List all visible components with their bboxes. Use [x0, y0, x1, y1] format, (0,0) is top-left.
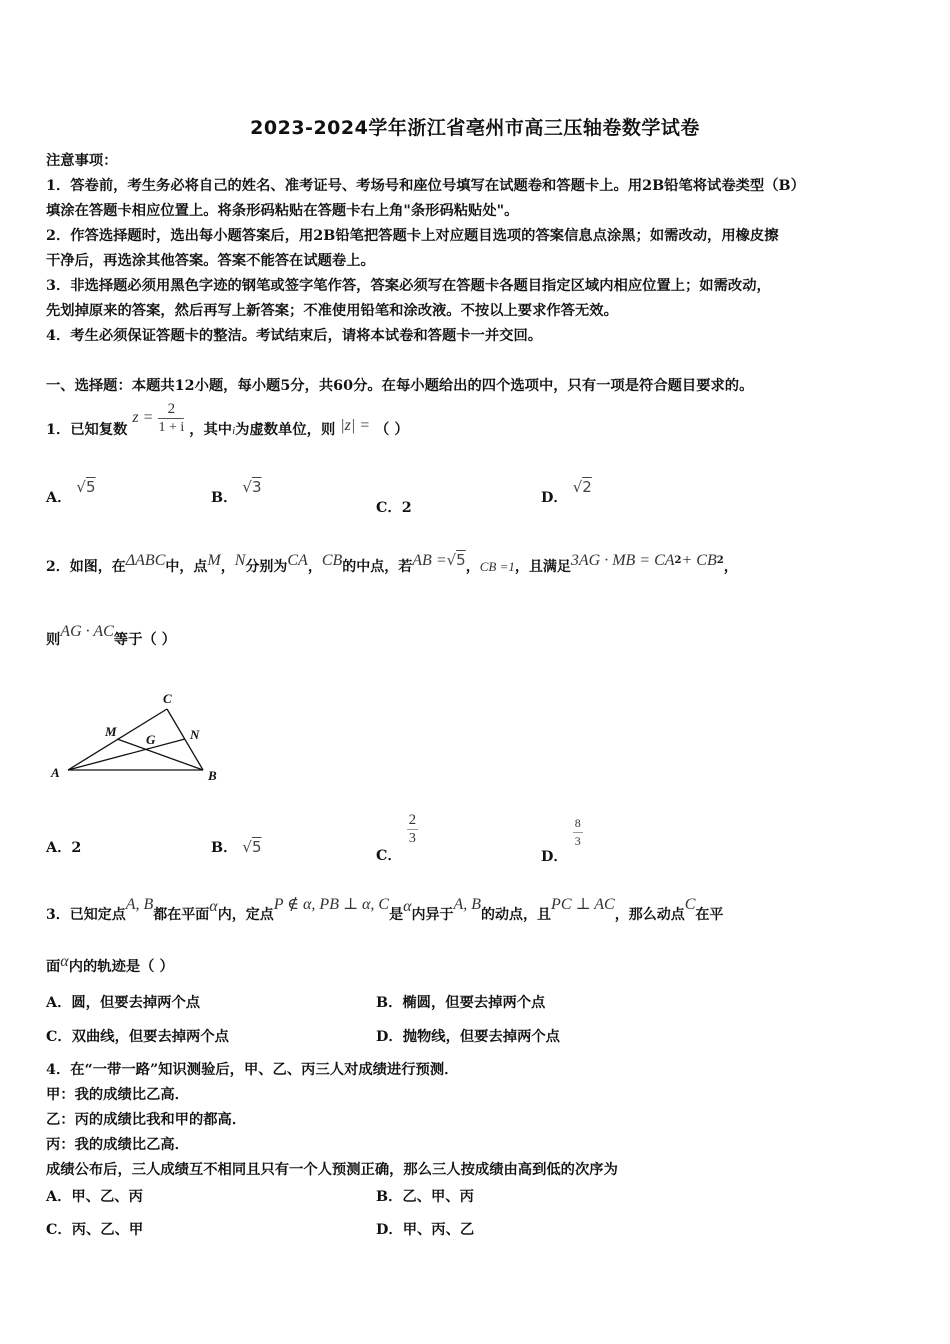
q3-text: 在平: [695, 907, 724, 923]
option-label: C．: [376, 500, 402, 516]
option-label: C．: [376, 847, 402, 864]
q4-option-a: [46, 1186, 143, 1206]
q4-statement: 成绩公布后，三人成绩互不相同且只有一个人预测正确，那么三人按成绩由高到低的次序为: [46, 1162, 618, 1178]
q2-text: 则: [46, 632, 61, 648]
q3-text: 3．已知定点: [46, 907, 126, 923]
q2-math: 3AG · MB = CA: [570, 552, 675, 569]
question-2-line2: [46, 623, 176, 657]
q2-option-c: [376, 812, 418, 864]
question-3: [46, 898, 723, 932]
q1-frac-den: 1 + i: [158, 419, 185, 435]
option-label: A．: [46, 995, 72, 1011]
q3-text: 是: [389, 907, 404, 923]
q3-math: P ∉ α, PB ⊥ α, C: [273, 896, 390, 913]
q3-option-c: [46, 1026, 229, 1046]
q4-option-c: [46, 1219, 143, 1239]
question-4: 4．在“一带一路”知识测验后，甲、乙、丙三人对成绩进行预测．: [46, 1062, 459, 1078]
frac-den: 3: [574, 834, 581, 848]
q4-statement: 乙：丙的成绩比我和甲的都高．: [46, 1112, 247, 1128]
option-label: D．: [376, 1029, 403, 1045]
q3-option-d: [376, 1026, 560, 1046]
q2-text: 2．如图，在: [46, 559, 126, 575]
option-label: A．: [46, 1189, 72, 1205]
radicand: 2: [582, 478, 592, 496]
frac-num: 2: [408, 812, 417, 828]
label-g: G: [146, 732, 156, 747]
q2-superscript: 2: [716, 555, 724, 566]
q3-text: 内，定点: [217, 907, 274, 923]
notice-line: 先划掉原来的答案，然后再写上新答案；不准使用铅笔和涂改液。不按以上要求作答无效。: [46, 303, 618, 319]
option-fraction: [573, 815, 583, 850]
q4-option-d: [376, 1219, 474, 1239]
q2-math: CB: [321, 552, 343, 569]
median-mb: [117, 739, 203, 770]
q3-text: 内异于: [411, 907, 454, 923]
option-text: 圆，但要去掉两个点: [71, 995, 201, 1011]
label-m: M: [105, 724, 117, 739]
q1-option-d: [541, 478, 592, 507]
notice-line: 填涂在答题卡相应位置上。将条形码粘贴在答题卡右上角"条形码粘贴处"。: [46, 203, 519, 219]
label-a: A: [51, 765, 60, 780]
label-b: B: [208, 768, 217, 783]
q2-text: 中，点: [165, 559, 208, 575]
question-2: [46, 549, 738, 586]
option-text: 乙、甲、丙: [402, 1189, 474, 1205]
frac-num: 8: [573, 815, 583, 833]
q3-option-a: [46, 992, 200, 1012]
notice-line: 1．答卷前，考生务必将自己的姓名、准考证号、考场号和座位号填写在试题卷和答题卡上。用2B铅笔将试卷类型（B）: [46, 178, 805, 194]
q3-math: α: [209, 898, 218, 915]
option-text: 甲、乙、丙: [71, 1189, 143, 1205]
notice-line: 2．作答选择题时，选出每小题答案后，用2B铅笔把答题卡上对应题目选项的答案信息点涂黑；如需改动，用橡皮擦: [46, 228, 779, 244]
question-1: [46, 400, 409, 451]
q3-text: 都在平面: [153, 907, 210, 923]
option-text: 2: [401, 500, 412, 516]
q3-math: α: [60, 953, 69, 970]
q1-absz: |z| =: [340, 417, 371, 434]
q1-fraction: [158, 401, 184, 436]
median-an: [68, 739, 185, 770]
q2-text: ，: [220, 559, 235, 575]
option-label: B．: [376, 1189, 403, 1205]
q3-math: α: [403, 898, 412, 915]
question-3-line2: [46, 952, 174, 982]
q2-option-a: [46, 837, 81, 857]
q2-option-b: [211, 837, 261, 857]
sqrt: √5: [76, 478, 96, 496]
q1-option-c: [376, 497, 412, 517]
sqrt: √2: [572, 478, 592, 496]
notice-line: 干净后，再选涂其他答案。答案不能答在试题卷上。: [46, 253, 375, 269]
option-text: 抛物线，但要去掉两个点: [402, 1029, 560, 1045]
q1-mid1: ，其中: [189, 422, 233, 438]
notice-line: 3．非选择题必须用黑色字迹的钢笔或签字笔作答，答案必须写在答题卡各题目指定区域内相应位置上；如需改动，: [46, 278, 771, 294]
q2-text: ，: [465, 559, 480, 575]
q2-text: ，: [307, 559, 322, 575]
radicand: 5: [85, 478, 96, 496]
notice-heading: 注意事项：: [46, 153, 118, 169]
q2-superscript: 2: [674, 555, 682, 566]
triangle-figure: [40, 684, 240, 784]
option-label: B．: [211, 490, 238, 506]
option-label: D．: [541, 848, 568, 865]
q2-math: CA: [287, 552, 308, 569]
q2-math: AG · AC: [60, 623, 114, 640]
q3-math: A, B: [125, 896, 154, 913]
q4-statement: 甲：我的成绩比乙高．: [46, 1087, 189, 1103]
option-label: C．: [46, 1029, 72, 1045]
q2-text: 分别为: [245, 559, 288, 575]
q1-prefix: 1．已知复数: [46, 422, 128, 438]
q3-text: 面: [46, 959, 61, 975]
q2-text: 的中点，若: [342, 559, 413, 575]
q1-z-eq: z =: [132, 409, 154, 426]
q3-math: C: [684, 896, 696, 913]
q2-math: AB =: [412, 552, 447, 569]
option-label: B．: [211, 840, 238, 856]
option-fraction: [407, 812, 419, 847]
option-label: A．: [46, 490, 72, 506]
q4-option-b: [376, 1186, 474, 1206]
q3-text: 的动点，且: [481, 907, 552, 923]
radicand: 3: [251, 478, 262, 496]
sqrt: √3: [242, 478, 262, 496]
option-text: 2: [71, 840, 82, 856]
q2-text: ，且满足: [514, 559, 571, 575]
q1-option-a: [46, 478, 96, 507]
option-label: D．: [376, 1222, 403, 1238]
q2-text: 等于（ ）: [113, 632, 176, 648]
q3-math: A, B: [453, 896, 482, 913]
q2-math: CB =1: [479, 559, 515, 574]
q3-text: ，那么动点: [614, 907, 685, 923]
q2-text: ，: [723, 559, 738, 575]
q2-option-d: [541, 815, 583, 865]
section-heading: 一、选择题：本题共12小题，每小题5分，共60分。在每小题给出的四个选项中，只有一项是符合题目要求的。: [46, 378, 754, 394]
q1-frac-num: 2: [158, 401, 184, 419]
option-label: A．: [46, 840, 72, 856]
option-text: 丙、乙、甲: [71, 1222, 144, 1238]
q1-mid2: 为虚数单位，则: [235, 422, 336, 438]
q3-option-b: [376, 992, 545, 1012]
radicand: 5: [251, 838, 262, 856]
option-text: 甲、丙、乙: [402, 1222, 475, 1238]
q1-option-b: [211, 478, 262, 507]
option-label: C．: [46, 1222, 72, 1238]
q2-math: + CB: [681, 552, 717, 569]
q2-math: ΔABC: [125, 552, 166, 569]
label-c: C: [163, 691, 172, 706]
notice-line: 4．考生必须保证答题卡的整洁。考试结束后，请将本试卷和答题卡一并交回。: [46, 328, 543, 344]
sqrt: √5: [446, 551, 466, 569]
option-label: B．: [376, 995, 403, 1011]
sqrt: √5: [242, 838, 262, 856]
q2-math: N: [234, 552, 246, 569]
q1-i: i: [232, 425, 236, 437]
option-text: 椭圆，但要去掉两个点: [402, 995, 546, 1011]
page-title: 2023-2024学年浙江省亳州市高三压轴卷数学试卷: [250, 117, 700, 139]
q3-text: 内的轨迹是（ ）: [68, 959, 174, 975]
radicand: 5: [456, 551, 466, 569]
option-text: 双曲线，但要去掉两个点: [71, 1029, 229, 1045]
frac-den: 3: [408, 831, 416, 846]
label-n: N: [190, 727, 200, 742]
q4-statement: 丙：我的成绩比乙高．: [46, 1137, 189, 1153]
q1-suffix: （ ）: [375, 422, 409, 438]
q3-math: PC ⊥ AC: [551, 896, 615, 913]
option-label: D．: [541, 490, 568, 506]
q2-math: M: [207, 552, 221, 569]
